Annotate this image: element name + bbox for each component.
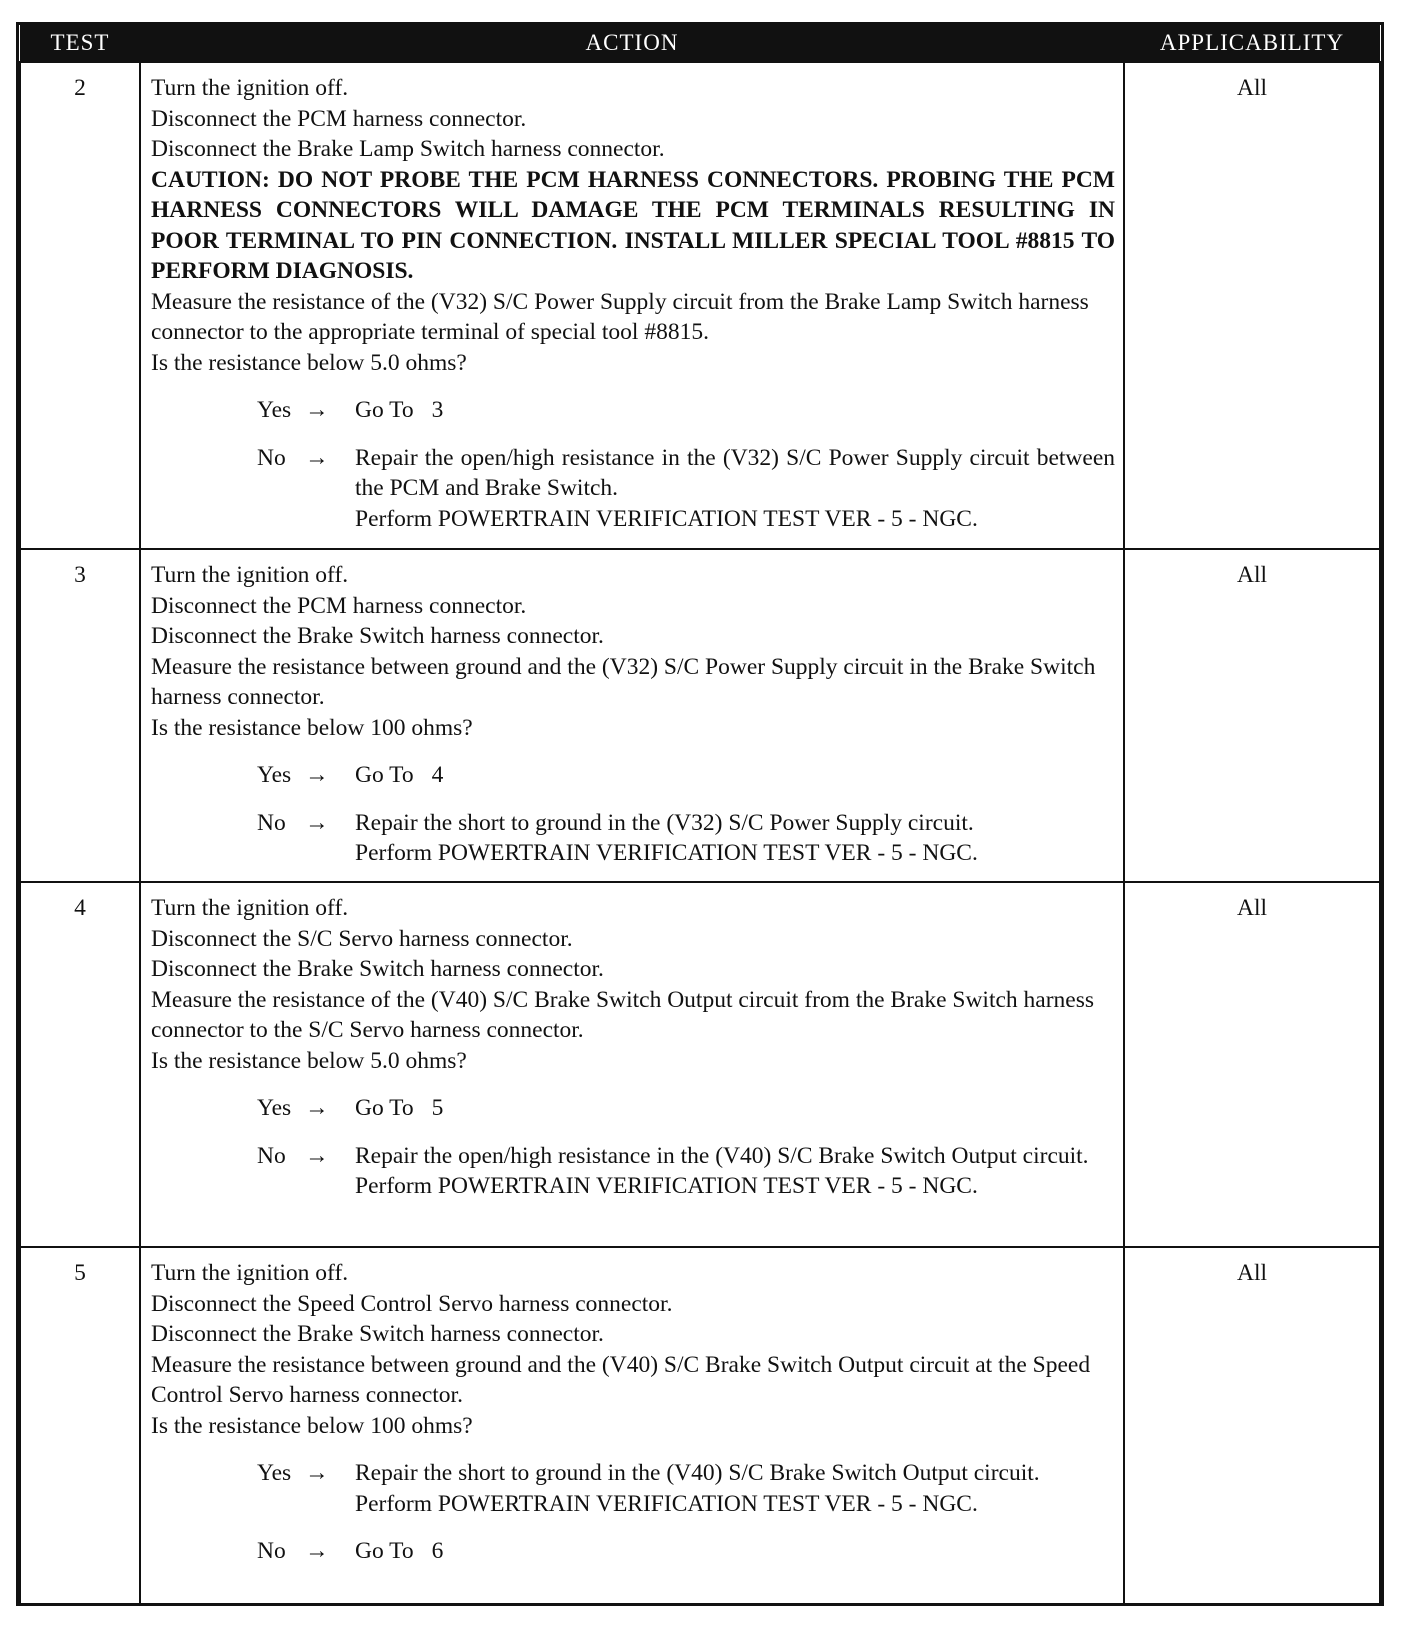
measure-text: Measure the resistance between ground and the (V32) S/C Power Supply circuit in the Brake Switch harness connector. <box>151 653 1096 710</box>
header-applicability: APPLICABILITY <box>1124 25 1380 62</box>
test-number: 2 <box>20 62 140 549</box>
step-text: Disconnect the S/C Servo harness connector. <box>151 925 573 952</box>
repair-text: Repair the open/high resistance in the (V32) S/C Power Supply circuit between the PCM and Brake Switch. <box>355 444 1115 501</box>
arrow-icon: → <box>305 1142 329 1169</box>
applicability-value: All <box>1124 1247 1380 1605</box>
step-text: Disconnect the Brake Lamp Switch harness connector. <box>151 136 665 162</box>
step-text: Disconnect the Brake Switch harness connector. <box>151 956 604 982</box>
goto-target: 5 <box>431 1095 444 1121</box>
step-text: Disconnect the Brake Switch harness connector. <box>151 623 604 649</box>
applicability-value: All <box>1124 62 1380 549</box>
yes-label: Yes <box>257 1460 292 1486</box>
question-text: Is the resistance below 100 ohms? <box>151 714 473 741</box>
verification-text: Perform POWERTRAIN VERIFICATION TEST VER - 5 - NGC. <box>355 840 978 866</box>
goto-target: 3 <box>431 397 444 423</box>
table-row-test-2 <box>20 62 1380 549</box>
header-action: ACTION <box>140 25 1124 62</box>
yes-branch <box>151 1093 1115 1124</box>
no-label: No <box>257 1538 286 1564</box>
step-text: Turn the ignition off. <box>151 1260 349 1286</box>
goto-text: Go To <box>355 1095 414 1121</box>
verification-text: Perform POWERTRAIN VERIFICATION TEST VER - 5 - NGC. <box>355 1490 978 1517</box>
diagnostic-test-table <box>16 22 1384 1606</box>
yes-label: Yes <box>257 1095 292 1121</box>
arrow-icon: → <box>305 1538 329 1564</box>
test-number: 5 <box>20 1247 140 1605</box>
no-branch <box>151 808 1115 869</box>
table-row-test-4 <box>20 882 1380 1247</box>
arrow-icon: → <box>305 809 329 836</box>
test-number: 3 <box>20 549 140 882</box>
caution-text: CAUTION: DO NOT PROBE THE PCM HARNESS CONNECTORS. PROBING THE PCM HARNESS CONNECTORS WILL DAMAGE THE PCM TERMINALS RESULTING IN POOR TERMINAL TO PIN CONNECTION. INSTALL MILLER SPECIAL TOOL #8815 TO PERFORM DIAGNOSIS. <box>151 166 1115 284</box>
no-branch <box>151 443 1115 535</box>
arrow-icon: → <box>305 762 329 788</box>
question-text: Is the resistance below 100 ohms? <box>151 1412 473 1439</box>
no-label: No <box>257 444 286 471</box>
yes-branch <box>151 760 1115 791</box>
question-text: Is the resistance below 5.0 ohms? <box>151 349 467 376</box>
arrow-icon: → <box>305 397 329 423</box>
action-cell <box>140 1247 1124 1605</box>
repair-text: Repair the short to ground in the (V32) S/C Power Supply circuit. <box>355 809 974 836</box>
goto-text: Go To <box>355 762 414 788</box>
action-cell <box>140 62 1124 549</box>
yes-branch <box>151 1458 1115 1519</box>
measure-text: Measure the resistance of the (V32) S/C Power Supply circuit from the Brake Lamp Switch harness connector to the appropriate terminal of special tool #8815. <box>151 288 1089 345</box>
no-label: No <box>257 809 286 836</box>
goto-text: Go To <box>355 1538 414 1564</box>
test-number: 4 <box>20 882 140 1247</box>
action-cell <box>140 549 1124 882</box>
table-row-test-5 <box>20 1247 1380 1605</box>
step-text: Turn the ignition off. <box>151 895 349 921</box>
yes-label: Yes <box>257 762 292 788</box>
step-text: Turn the ignition off. <box>151 75 349 101</box>
test-table <box>19 25 1381 1606</box>
no-branch <box>151 1141 1115 1202</box>
step-text: Disconnect the Brake Switch harness connector. <box>151 1321 604 1347</box>
step-text: Disconnect the PCM harness connector. <box>151 105 527 132</box>
step-text: Turn the ignition off. <box>151 562 349 588</box>
header-row <box>20 25 1380 62</box>
yes-label: Yes <box>257 397 292 423</box>
step-text: Disconnect the Speed Control Servo harness connector. <box>151 1290 673 1317</box>
question-text: Is the resistance below 5.0 ohms? <box>151 1047 467 1074</box>
arrow-icon: → <box>305 444 329 471</box>
no-label: No <box>257 1142 286 1169</box>
repair-text: Repair the short to ground in the (V40) S/C Brake Switch Output circuit. <box>355 1460 1040 1486</box>
applicability-value: All <box>1124 882 1380 1247</box>
step-text: Disconnect the PCM harness connector. <box>151 592 527 619</box>
no-branch <box>151 1536 1115 1567</box>
yes-branch <box>151 395 1115 426</box>
arrow-icon: → <box>305 1095 329 1121</box>
goto-target: 4 <box>431 762 444 788</box>
verification-text: Perform POWERTRAIN VERIFICATION TEST VER - 5 - NGC. <box>355 1173 978 1199</box>
goto-target: 6 <box>431 1538 444 1564</box>
measure-text: Measure the resistance between ground and the (V40) S/C Brake Switch Output circuit at the Speed Control Servo harness connector. <box>151 1351 1091 1408</box>
goto-text: Go To <box>355 397 414 423</box>
repair-text: Repair the open/high resistance in the (V40) S/C Brake Switch Output circuit. <box>355 1142 1089 1169</box>
measure-text: Measure the resistance of the (V40) S/C Brake Switch Output circuit from the Brake Switch harness connector to the S/C Servo harness connector. <box>151 986 1095 1043</box>
header-test: TEST <box>20 25 140 62</box>
table-row-test-3 <box>20 549 1380 882</box>
action-cell <box>140 882 1124 1247</box>
verification-text: Perform POWERTRAIN VERIFICATION TEST VER - 5 - NGC. <box>355 505 978 532</box>
arrow-icon: → <box>305 1460 329 1486</box>
applicability-value: All <box>1124 549 1380 882</box>
